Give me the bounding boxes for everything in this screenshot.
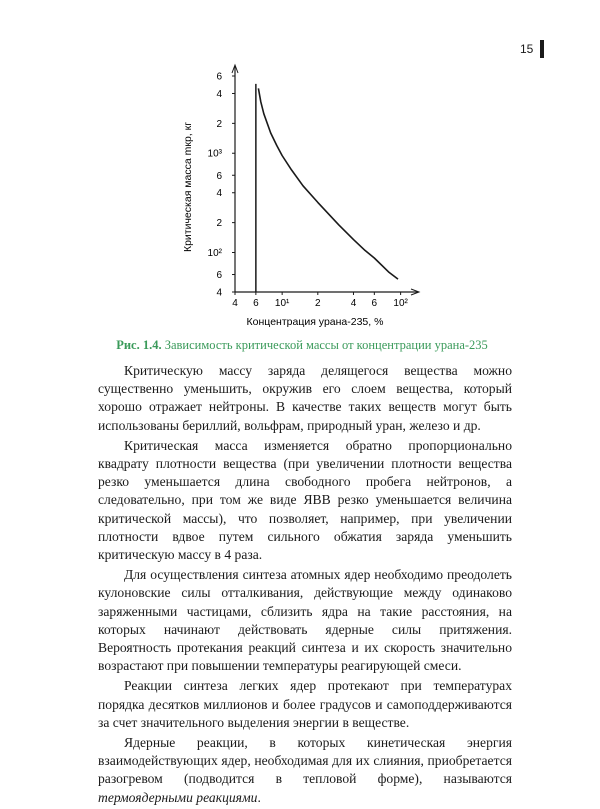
figure-caption-text: Зависимость критической массы от концентрации урана-235 — [164, 338, 488, 352]
y-tick-label: 6 — [216, 270, 222, 282]
y-axis-label: Критическая масса mкр, кг — [182, 121, 194, 253]
x-tick-label: 6 — [371, 298, 378, 309]
y-tick-label: 4 — [216, 287, 222, 299]
x-tick-label: 6 — [253, 298, 259, 309]
paragraph — [98, 677, 512, 732]
text-run: Ядерные реакции, в которых кинетическая энергия взаимодействующих ядер, необходимая для их слияния, приобретается разогревом (подводится в тепловой форме), называются — [98, 735, 512, 787]
figure-caption-label: Рис. 1.4. — [116, 338, 162, 352]
text-run: Для осуществления синтеза атомных ядер необходимо преодолеть кулоновские силы отталкивания, действующие между одинаково заряженными частицами, сблизить ядра на такие расстояния, на которых начинают действовать ядерные силы притяжения. Вероятность протекания реакций синтеза и их скорость значительно возрастают при повышении температуры реагирующей смеси. — [98, 567, 512, 674]
page-number: 15 — [520, 42, 534, 56]
x-tick-label: 10¹ — [274, 298, 290, 309]
y-tick-label: 2 — [216, 118, 222, 130]
critical-mass-chart — [175, 60, 425, 335]
paragraph — [98, 734, 512, 807]
y-tick-label: 6 — [216, 71, 222, 83]
y-tick-label: 6 — [216, 170, 222, 182]
x-tick-label: 4 — [350, 298, 357, 309]
x-tick-label: 2 — [315, 298, 321, 309]
paragraph — [98, 437, 512, 564]
critical-mass-curve — [258, 88, 398, 279]
y-tick-label: 10³ — [207, 148, 222, 160]
y-tick-label: 4 — [216, 88, 222, 100]
text-run: . — [257, 789, 261, 805]
paragraph — [98, 566, 512, 675]
y-tick-label: 10² — [207, 248, 222, 260]
x-axis-label: Концентрация урана-235, % — [246, 316, 384, 328]
x-tick-label: 4 — [232, 298, 238, 309]
y-tick-label: 2 — [216, 218, 222, 230]
text-run: Реакции синтеза легких ядер протекают при температурах порядка десятков миллионов и более градусов и самоподдерживаются за счет значительного выделения энергии в веществе. — [98, 678, 512, 730]
page-number-bar — [540, 40, 544, 58]
x-tick-label: 10² — [393, 298, 408, 309]
body-text — [98, 362, 512, 809]
italic-term: термоядерными реакциями — [98, 789, 258, 805]
text-run: Критическую массу заряда делящегося вещества можно существенно уменьшить, окружив его слоем вещества, который хорошо отражает нейтроны. В качестве таких веществ могут быть использованы бериллий, вольфрам, природный уран, железо и др. — [98, 363, 512, 433]
text-run: Критическая масса изменяется обратно пропорционально квадрату плотности вещества (при увеличении плотности вещества резко уменьшается длина свободного пробега нейтронов, а следовательно, при том же виде ЯВВ резко уменьшается величина критической массы), что позволяет, например, при увеличении плотности вдвое путем сильного обжатия заряда уменьшить критическую массу в 4 раза. — [98, 437, 512, 563]
paragraph — [98, 362, 512, 435]
figure-caption — [62, 338, 542, 353]
y-tick-label: 4 — [216, 188, 222, 200]
